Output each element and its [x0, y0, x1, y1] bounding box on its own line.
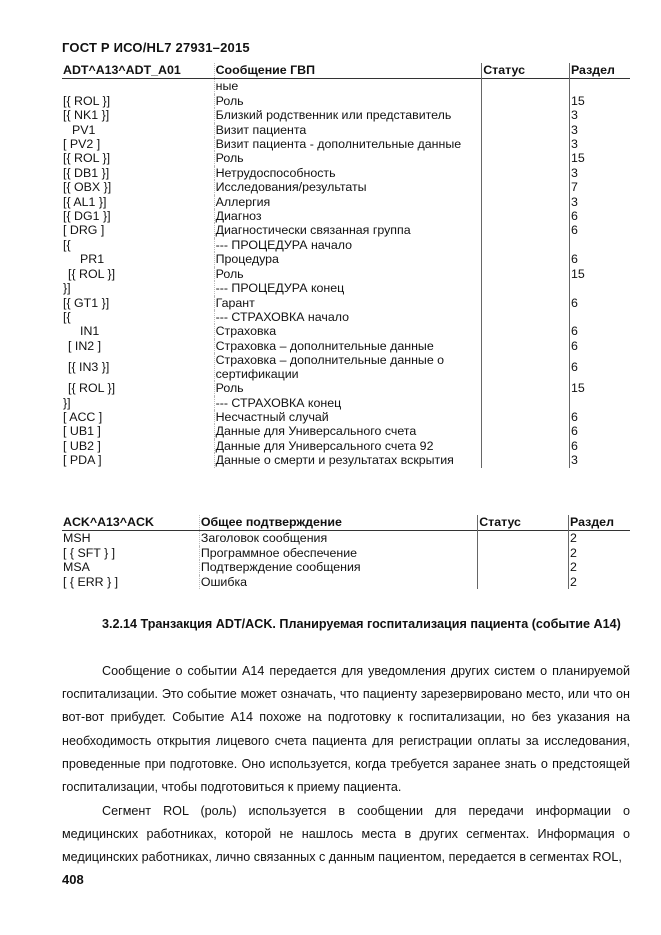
description-cell: Ошибка	[199, 575, 477, 589]
section-cell: 2	[569, 546, 630, 560]
segment-cell: [ { ERR } ]	[63, 574, 119, 589]
table-row	[62, 166, 630, 180]
status-cell	[482, 396, 570, 410]
description-cell: Подтверждение сообщения	[199, 560, 477, 574]
column-header-description: Общее подтверждение	[199, 515, 477, 531]
section-cell: 15	[569, 94, 630, 108]
description-cell: Диагноз	[214, 209, 482, 223]
segment-cell: [{ IN3 }]	[68, 359, 110, 374]
table-row	[62, 546, 630, 560]
segment-cell: [ { SFT } ]	[63, 545, 116, 560]
table-row	[62, 381, 630, 395]
section-cell: 2	[569, 560, 630, 574]
segment-cell: [{ AL1 }]	[63, 194, 107, 209]
status-cell	[478, 560, 569, 574]
segment-cell: MSA	[63, 560, 90, 575]
table-row	[62, 453, 630, 467]
section-cell: 6	[569, 223, 630, 237]
section-cell: 3	[569, 166, 630, 180]
status-cell	[482, 324, 570, 338]
segment-cell: MSH	[63, 531, 91, 546]
document-header: ГОСТ Р ИСО/HL7 27931–2015	[62, 40, 250, 55]
description-cell: Аллергия	[214, 195, 482, 209]
section-cell: 6	[569, 353, 630, 381]
segment-cell: [{ DG1 }]	[63, 209, 111, 224]
status-cell	[482, 108, 570, 122]
table-row	[62, 575, 630, 589]
table-row	[62, 424, 630, 438]
status-cell	[482, 424, 570, 438]
description-cell: Процедура	[214, 252, 482, 266]
column-header-message: ACK^A13^ACK	[63, 515, 154, 529]
description-cell: Роль	[214, 94, 482, 108]
status-cell	[482, 180, 570, 194]
status-cell	[478, 546, 569, 560]
table-row	[62, 310, 630, 324]
section-cell: 6	[569, 424, 630, 438]
table-row	[62, 94, 630, 108]
section-cell: 3	[569, 453, 630, 467]
segment-cell: [ PDA ]	[63, 453, 102, 468]
table-row	[62, 281, 630, 295]
message-structure-table-adt-a13	[62, 63, 630, 468]
description-cell: Исследования/результаты	[214, 180, 482, 194]
section-cell: 3	[569, 137, 630, 151]
segment-cell: [ PV2 ]	[63, 137, 101, 152]
section-heading: 3.2.14 Транзакция ADT/ACK. Планируемая госпитализация пациента (событие A14)	[102, 617, 621, 631]
body-paragraph: Сообщение о событии A14 передается для уведомления других систем о планируемой госпитализации. Это событие может означать, что пациенту зарезервировано место, или что он вот-вот прибудет. Событие A14 похоже на подготовку к госпитализации, но без указания на необходимость открытия лицевого счета пациента для регистрации оплаты за исследования, проведенные при подготовке. Оно используется, когда требуется заранее знать о предстоящей госпитализации, чтобы подготовиться к приему пациента.	[62, 664, 630, 795]
status-cell	[482, 252, 570, 266]
table-row	[62, 531, 630, 546]
description-cell: Несчастный случай	[214, 410, 482, 424]
section-cell: 15	[569, 267, 630, 281]
description-cell: Нетрудоспособность	[214, 166, 482, 180]
status-cell	[482, 79, 570, 94]
description-cell: Данные для Универсального счета 92	[214, 439, 482, 453]
description-cell: --- СТРАХОВКА начало	[214, 310, 482, 324]
description-cell: Визит пациента - дополнительные данные	[214, 137, 482, 151]
table-row	[62, 180, 630, 194]
status-cell	[482, 339, 570, 353]
segment-cell: [ IN2 ]	[68, 338, 102, 353]
description-cell: Страховка	[214, 324, 482, 338]
table-row	[62, 209, 630, 223]
segment-cell: PV1	[72, 122, 96, 137]
table-header-row	[62, 63, 630, 79]
section-cell: 6	[569, 252, 630, 266]
status-cell	[482, 94, 570, 108]
status-cell	[482, 238, 570, 252]
description-cell: Страховка – дополнительные данные	[214, 339, 482, 353]
segment-cell: [{	[63, 237, 71, 252]
description-cell: Роль	[214, 381, 482, 395]
segment-cell: [{ ROL }]	[68, 266, 116, 281]
segment-cell: }]	[63, 395, 71, 410]
description-cell: Страховка – дополнительные данные о сертификации	[214, 353, 482, 381]
status-cell	[482, 137, 570, 151]
status-cell	[482, 166, 570, 180]
table-row	[62, 560, 630, 574]
status-cell	[482, 123, 570, 137]
table-row	[62, 339, 630, 353]
section-cell: 3	[569, 123, 630, 137]
section-cell: 6	[569, 439, 630, 453]
status-cell	[482, 439, 570, 453]
status-cell	[482, 195, 570, 209]
section-cell: 15	[569, 381, 630, 395]
section-cell: 6	[569, 339, 630, 353]
segment-cell: [{ GT1 }]	[63, 295, 110, 310]
status-cell	[482, 223, 570, 237]
segment-cell: [ UB2 ]	[63, 438, 101, 453]
column-header-status: Статус	[482, 63, 570, 79]
description-cell: Гарант	[214, 296, 482, 310]
table-row	[62, 195, 630, 209]
status-cell	[482, 267, 570, 281]
section-cell: 6	[569, 410, 630, 424]
table-row	[62, 296, 630, 310]
table-row	[62, 223, 630, 237]
segment-cell: [{ DB1 }]	[63, 165, 110, 180]
table-row	[62, 267, 630, 281]
status-cell	[482, 281, 570, 295]
table-row	[62, 151, 630, 165]
message-structure-table-ack-a13	[62, 515, 630, 589]
section-cell	[569, 281, 630, 295]
segment-cell: [ UB1 ]	[63, 424, 101, 439]
section-cell	[569, 79, 630, 94]
segment-cell: }]	[63, 281, 71, 296]
column-header-message: ADT^A13^ADT_A01	[63, 63, 181, 77]
status-cell	[478, 531, 569, 546]
status-cell	[482, 381, 570, 395]
description-cell: Визит пациента	[214, 123, 482, 137]
description-cell: --- ПРОЦЕДУРА начало	[214, 238, 482, 252]
section-cell	[569, 396, 630, 410]
segment-cell: [{ ROL }]	[63, 151, 111, 166]
column-header-status: Статус	[478, 515, 569, 531]
description-cell: Данные для Универсального счета	[214, 424, 482, 438]
section-cell: 6	[569, 209, 630, 223]
status-cell	[482, 296, 570, 310]
section-cell: 15	[569, 151, 630, 165]
table-row	[62, 108, 630, 122]
status-cell	[482, 353, 570, 381]
description-cell: Диагностически связанная группа	[214, 223, 482, 237]
description-cell: --- ПРОЦЕДУРА конец	[214, 281, 482, 295]
status-cell	[482, 209, 570, 223]
segment-cell: IN1	[80, 324, 100, 339]
segment-cell: PR1	[80, 252, 105, 267]
column-header-section: Раздел	[569, 63, 630, 79]
status-cell	[482, 151, 570, 165]
section-cell	[569, 238, 630, 252]
section-cell	[569, 310, 630, 324]
table-row	[62, 252, 630, 266]
section-cell: 2	[569, 575, 630, 589]
table-row	[62, 79, 630, 94]
segment-cell: [{	[63, 309, 71, 324]
table-row	[62, 123, 630, 137]
status-cell	[478, 575, 569, 589]
segment-cell: [ ACC ]	[63, 409, 103, 424]
section-cell: 6	[569, 324, 630, 338]
description-cell: --- СТРАХОВКА конец	[214, 396, 482, 410]
column-header-description: Сообщение ГВП	[214, 63, 482, 79]
table-header-row	[62, 515, 630, 531]
description-cell: Программное обеспечение	[199, 546, 477, 560]
segment-cell: [{ NK1 }]	[63, 108, 110, 123]
section-cell: 3	[569, 108, 630, 122]
table-row	[62, 238, 630, 252]
segment-cell: [{ ROL }]	[63, 93, 111, 108]
section-cell: 6	[569, 296, 630, 310]
table-row	[62, 396, 630, 410]
status-cell	[482, 410, 570, 424]
status-cell	[482, 310, 570, 324]
table-row	[62, 137, 630, 151]
segment-cell: [{ OBX }]	[63, 180, 112, 195]
page-number: 408	[62, 872, 84, 887]
table-row	[62, 353, 630, 381]
table-row	[62, 439, 630, 453]
segment-cell: [{ ROL }]	[68, 381, 116, 396]
section-cell: 2	[569, 531, 630, 546]
description-cell: Данные о смерти и результатах вскрытия	[214, 453, 482, 467]
status-cell	[482, 453, 570, 467]
segment-cell: [ DRG ]	[63, 223, 105, 238]
table-row	[62, 410, 630, 424]
section-cell: 3	[569, 195, 630, 209]
section-cell: 7	[569, 180, 630, 194]
description-cell: Заголовок сообщения	[199, 531, 477, 546]
description-cell: Роль	[214, 267, 482, 281]
segment-cell	[62, 79, 214, 94]
table-row	[62, 324, 630, 338]
description-cell: Близкий родственник или представитель	[214, 108, 482, 122]
body-paragraph: Сегмент ROL (роль) используется в сообщении для передачи информации о медицинских работниках, которой не нашлось места в других сегментах. Информация о медицинских работниках, лично связанных с данным пациентом, передается в сегментах ROL,	[62, 804, 630, 865]
column-header-section: Раздел	[569, 515, 630, 531]
description-cell: Роль	[214, 151, 482, 165]
description-cell: ные	[214, 79, 482, 94]
